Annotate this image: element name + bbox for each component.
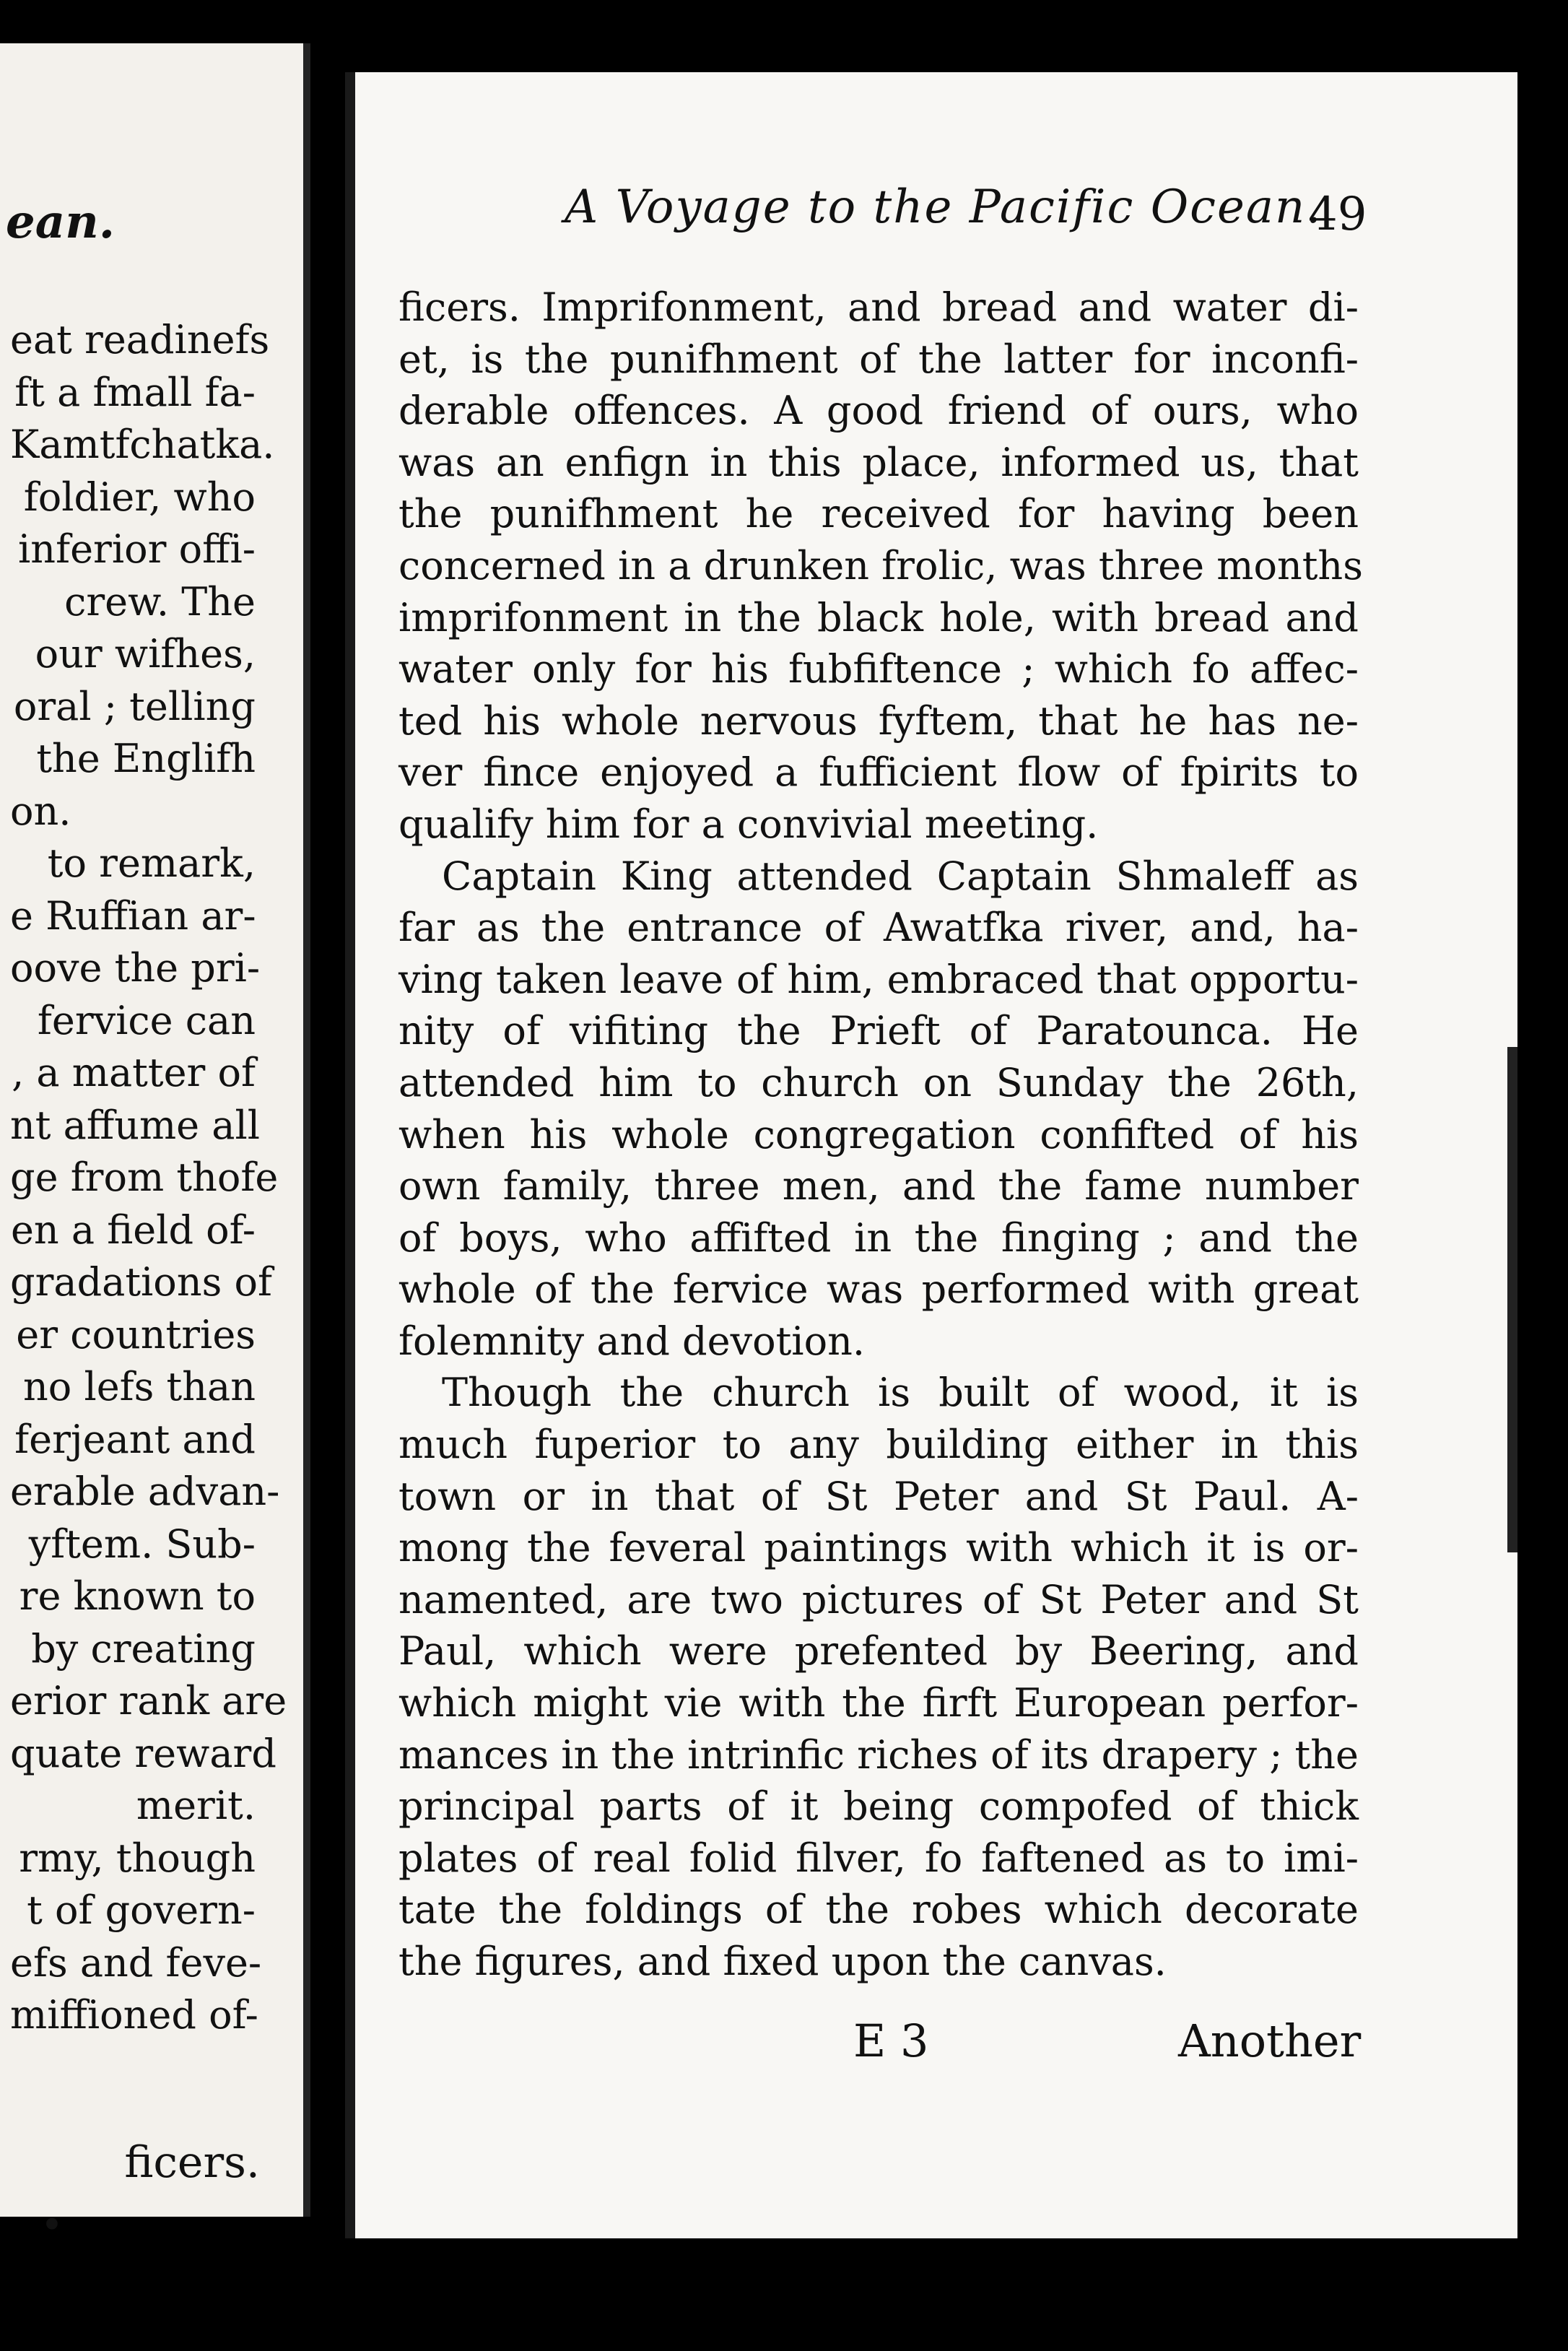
left-text-line: on. xyxy=(10,788,71,834)
text-line: which might vie with the firft European perfor- xyxy=(398,1680,1359,1726)
page-edge-shadow xyxy=(1507,1047,1517,1552)
text-line: derable offences. A good friend of ours, who xyxy=(398,388,1359,434)
left-text-line: rmy, though xyxy=(19,1835,256,1881)
text-line: qualify him for a convivial meeting. xyxy=(398,801,1099,847)
left-text-line: ft a fmall fa- xyxy=(14,369,256,415)
text-line: mances in the intrinfic riches of its drapery ; the xyxy=(398,1731,1359,1778)
left-text-line: our wifhes, xyxy=(35,631,256,677)
left-text-line: Kamtfchatka. xyxy=(10,422,275,467)
left-text-line: the Englifh xyxy=(36,736,256,781)
text-line: own family, three men, and the fame number xyxy=(398,1163,1359,1209)
paragraph-start: Captain King attended Captain Shmaleff as xyxy=(442,853,1359,899)
left-text-line: yftem. Sub- xyxy=(28,1521,256,1567)
catchword: Another xyxy=(1178,2015,1362,2067)
left-text-line: foldier, who xyxy=(23,474,256,520)
body-text xyxy=(398,282,1363,1988)
text-line: nity of vifiting the Prieft of Paratounca. He xyxy=(398,1008,1359,1054)
text-line: attended him to church on Sunday the 26th, xyxy=(398,1059,1359,1105)
left-text-line: merit. xyxy=(136,1783,256,1828)
paragraph-start: Though the church is built of wood, it is xyxy=(442,1370,1359,1416)
text-line: folemnity and devotion. xyxy=(398,1318,866,1364)
page-number: 49 xyxy=(1308,188,1367,241)
signature-mark: E 3 xyxy=(853,2015,929,2067)
left-text-line: erable advan- xyxy=(10,1469,280,1514)
text-line: concerned in a drunken frolic, was three months xyxy=(398,542,1363,588)
ink-spot: • xyxy=(40,2202,64,2248)
text-line: when his whole congregation confifted of his xyxy=(398,1111,1359,1157)
text-line: imprifonment in the black hole, with bread and xyxy=(398,594,1359,640)
left-text-line: miffioned of- xyxy=(10,1992,258,2038)
text-line: was an enfign in this place, informed us, that xyxy=(398,439,1359,485)
left-text-line: erior rank are xyxy=(10,1678,287,1724)
text-line: whole of the fervice was performed with great xyxy=(398,1266,1359,1313)
text-line: ficers. Imprifonment, and bread and water di- xyxy=(398,284,1359,330)
text-line: much fuperior to any building either in this xyxy=(398,1422,1359,1468)
left-text-line: oral ; telling xyxy=(13,683,256,729)
text-line: principal parts of it being compofed of thick xyxy=(398,1783,1359,1830)
left-text-line: efs and feve- xyxy=(10,1939,262,1986)
text-line: mong the feveral paintings with which it is or- xyxy=(398,1525,1359,1571)
text-line: et, is the punifhment of the latter for inconfi- xyxy=(398,336,1359,382)
text-line: ving taken leave of him, embraced that opportu- xyxy=(398,956,1359,1002)
right-page xyxy=(345,72,1517,2238)
left-text-line: by creating xyxy=(31,1625,256,1672)
left-text-line: , a matter of xyxy=(12,1050,256,1095)
left-text-line: e Ruffian ar- xyxy=(10,892,256,939)
left-text-line: fervice can xyxy=(37,997,256,1043)
left-text-block xyxy=(10,314,287,2042)
left-page xyxy=(0,43,310,2248)
left-catchword: ficers. xyxy=(124,2137,260,2188)
left-text-line: crew. The xyxy=(64,578,256,625)
text-line: Paul, which were prefented by Beering, and xyxy=(398,1628,1359,1674)
left-text-line: eat readinefs xyxy=(10,317,270,362)
left-text-line: no lefs than xyxy=(23,1364,256,1409)
left-text-line: nt affume all xyxy=(10,1102,261,1148)
text-line: ver fince enjoyed a fufficient flow of fpirits to xyxy=(398,749,1359,796)
text-line: ted his whole nervous fyftem, that he has ne- xyxy=(398,698,1359,744)
text-line: the punifhment he received for having been xyxy=(398,491,1359,537)
left-text-line: to remark, xyxy=(47,840,256,886)
left-text-line: t of govern- xyxy=(27,1887,256,1933)
left-text-line: ge from thofe xyxy=(10,1155,279,1200)
left-text-line: gradations of xyxy=(10,1259,272,1305)
text-line: the figures, and fixed upon the canvas. xyxy=(398,1939,1167,1984)
text-line: tate the foldings of the robes which decorate xyxy=(398,1887,1359,1933)
text-line: namented, are two pictures of St Peter and St xyxy=(398,1576,1359,1622)
left-text-line: en a field of- xyxy=(10,1207,256,1253)
text-line: town or in that of St Peter and St Paul. A- xyxy=(398,1473,1359,1519)
left-text-line: re known to xyxy=(19,1573,256,1619)
text-line: water only for his fubfiftence ; which fo affec- xyxy=(398,646,1359,692)
left-running-header: ean. xyxy=(6,195,115,249)
left-text-line: oove the pri- xyxy=(10,945,261,991)
text-line: plates of real folid filver, fo faftened as to imi- xyxy=(398,1835,1359,1881)
left-text-line: inferior offi- xyxy=(18,526,256,572)
left-text-line: ferjeant and xyxy=(14,1416,256,1462)
text-line: far as the entrance of Awatfka river, and, ha- xyxy=(398,905,1359,951)
page-footer xyxy=(355,2015,1517,2080)
left-text-line: er countries xyxy=(16,1311,256,1357)
text-line: of boys, who affifted in the finging ; and the xyxy=(398,1214,1359,1261)
left-text-line: quate reward xyxy=(10,1730,276,1776)
running-header: A Voyage to the Pacific Ocean. xyxy=(565,181,1323,234)
